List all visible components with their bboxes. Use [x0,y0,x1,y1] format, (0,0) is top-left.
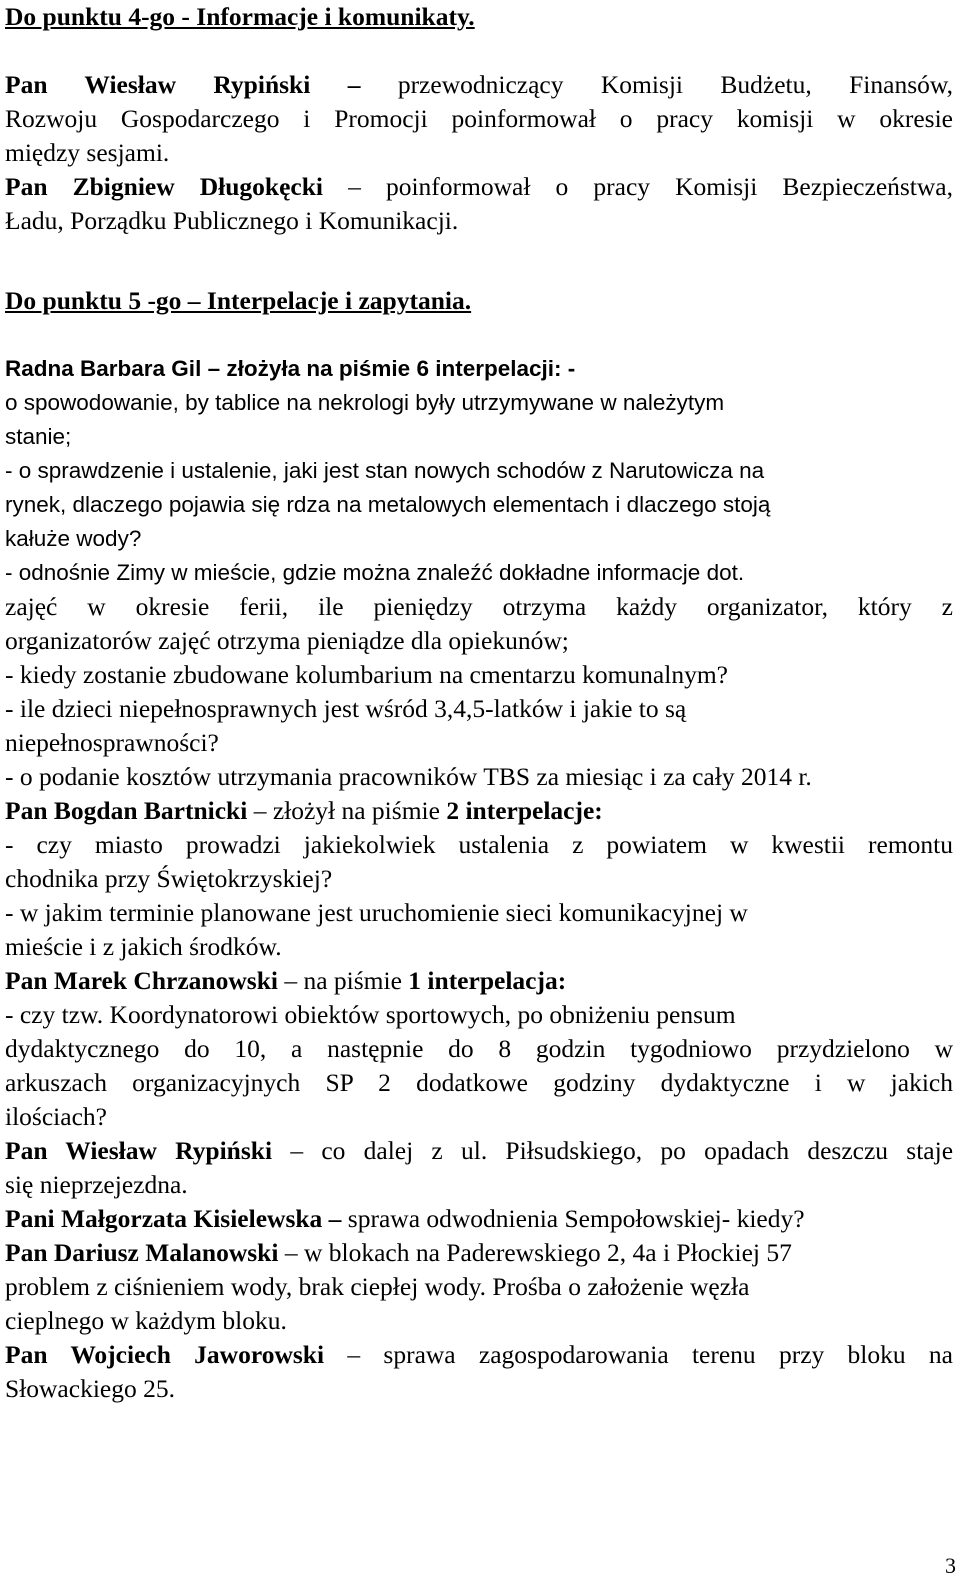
page-number: 3 [945,1553,956,1578]
dash: – [284,966,298,995]
text-line: - kiedy zostanie zbudowane kolumbarium na cmentarzu komunalnym? [5,660,728,689]
chrzanowski-intro-line [5,964,953,998]
jaworowski-line2: Słowackiego 25. [5,1374,175,1403]
rypinski-line1 [5,1134,953,1168]
text-line: dydaktycznego do 10, a następnie do 8 godzin tygodniowo przydzielono w [5,1034,953,1063]
malanowski-line3: cieplnego w każdym bloku. [5,1306,287,1335]
s4-p2-line1 [5,170,953,204]
bartnicki-intro-line [5,794,953,828]
text-line: chodnika przy Świętokrzyskiej? [5,864,333,893]
text-line: - czy tzw. Koordynatorowi obiektów sportowych, po obniżeniu pensum [5,1000,736,1029]
dash: – [348,172,361,201]
intro-text: złożyła na piśmie 6 interpelacji: - [226,356,576,381]
section-5-heading: Do punktu 5 -go – Interpelacje i zapytania. [5,286,472,315]
speaker-name: Pan Marek Chrzanowski [5,966,278,995]
speaker-name: Pan Zbigniew Długokęcki [5,172,323,201]
dash: – [284,1238,298,1267]
s4-p2-line2: Ładu, Porządku Publicznego i Komunikacji. [5,206,459,235]
gil-line: - o sprawdzenie i ustalenie, jaki jest stan nowych schodów z Narutowicza na [5,458,765,483]
text-line: - ile dzieci niepełnosprawnych jest wśród 3,4,5-latków i jakie to są [5,694,687,723]
spacer [5,272,953,284]
s4-p1-line3: między sesjami. [5,138,170,167]
s4-p1-line2: Rozwoju Gospodarczego i Promocji poinformował o pracy komisji w okresie [5,104,953,133]
s4-p1-line1 [5,68,953,102]
paragraph-text: sprawa zagospodarowania terenu przy bloku na [383,1340,954,1369]
dash: – [347,1340,361,1369]
gil-intro-line [5,352,953,386]
intro-text: złożył na piśmie [272,796,440,825]
document-page [5,0,953,1593]
gil-line: - odnośnie Zimy w mieście, gdzie można znaleźć dokładne informacje dot. [5,560,745,585]
text-line: mieście i z jakich środków. [5,932,282,961]
speaker-name: Pan Wiesław Rypiński [5,70,311,99]
paragraph-text: poinformował o pracy Komisji Bezpieczeństwa, [385,172,954,201]
gil-line: kałuże wody? [5,526,142,551]
text-line: - o podanie kosztów utrzymania pracowników TBS za miesiąc i za cały 2014 r. [5,762,812,791]
dash: – [290,1136,304,1165]
dash: – [253,796,267,825]
jaworowski-line1 [5,1338,953,1372]
text-line: ilościach? [5,1102,107,1131]
speaker-name: Pan Wojciech Jaworowski [5,1340,325,1369]
gil-line: rynek, dlaczego pojawia się rdza na metalowych elementach i dlaczego stoją [5,492,771,517]
interpellation-count: 2 interpelacje: [446,796,603,825]
speaker-name: Pan Bogdan Bartnicki [5,796,248,825]
interpellation-count: 1 interpelacja: [408,966,567,995]
gil-line: stanie; [5,424,72,449]
paragraph-text: przewodniczący Komisji Budżetu, Finansów, [397,70,953,99]
paragraph-text: co dalej z ul. Piłsudskiego, po opadach deszczu staje [321,1136,954,1165]
paragraph-text: w blokach na Paderewskiego 2, 4a i Płockiej 57 [303,1238,792,1267]
text-line: niepełnosprawności? [5,728,219,757]
text-line: - czy miasto prowadzi jakiekolwiek ustalenia z powiatem w kwestii remontu [5,830,953,859]
text-line: organizatorów zajęć otrzyma pieniądze dla opiekunów; [5,626,569,655]
text-line: arkuszach organizacyjnych SP 2 dodatkowe godziny dydaktyczne i w jakich [5,1068,953,1097]
speaker-name: Pan Wiesław Rypiński [5,1136,273,1165]
malanowski-line2: problem z ciśnieniem wody, brak ciepłej wody. Prośba o założenie węzła [5,1272,750,1301]
speaker-name: Pan Dariusz Malanowski [5,1238,279,1267]
dash: – [347,70,361,99]
text-line: zajęć w okresie ferii, ile pieniędzy otrzyma każdy organizator, który z [5,592,953,621]
malanowski-line1 [5,1236,953,1270]
text-line: - w jakim terminie planowane jest uruchomienie sieci komunikacyjnej w [5,898,748,927]
paragraph-text: sprawa odwodnienia Sempołowskiej- kiedy? [347,1204,805,1233]
gil-line: o spowodowanie, by tablice na nekrologi były utrzymywane w należytym [5,390,725,415]
kisielewska-line [5,1202,953,1236]
spacer [5,34,953,68]
dash: – [207,356,221,381]
spacer [5,238,953,272]
spacer [5,318,953,352]
section-4-heading: Do punktu 4-go - Informacje i komunikaty. [5,2,475,31]
intro-text: na piśmie [303,966,402,995]
rypinski-line2: się nieprzejezdna. [5,1170,188,1199]
dash: – [328,1204,342,1233]
speaker-name: Radna Barbara Gil [5,356,202,381]
speaker-name: Pani Małgorzata Kisielewska [5,1204,323,1233]
